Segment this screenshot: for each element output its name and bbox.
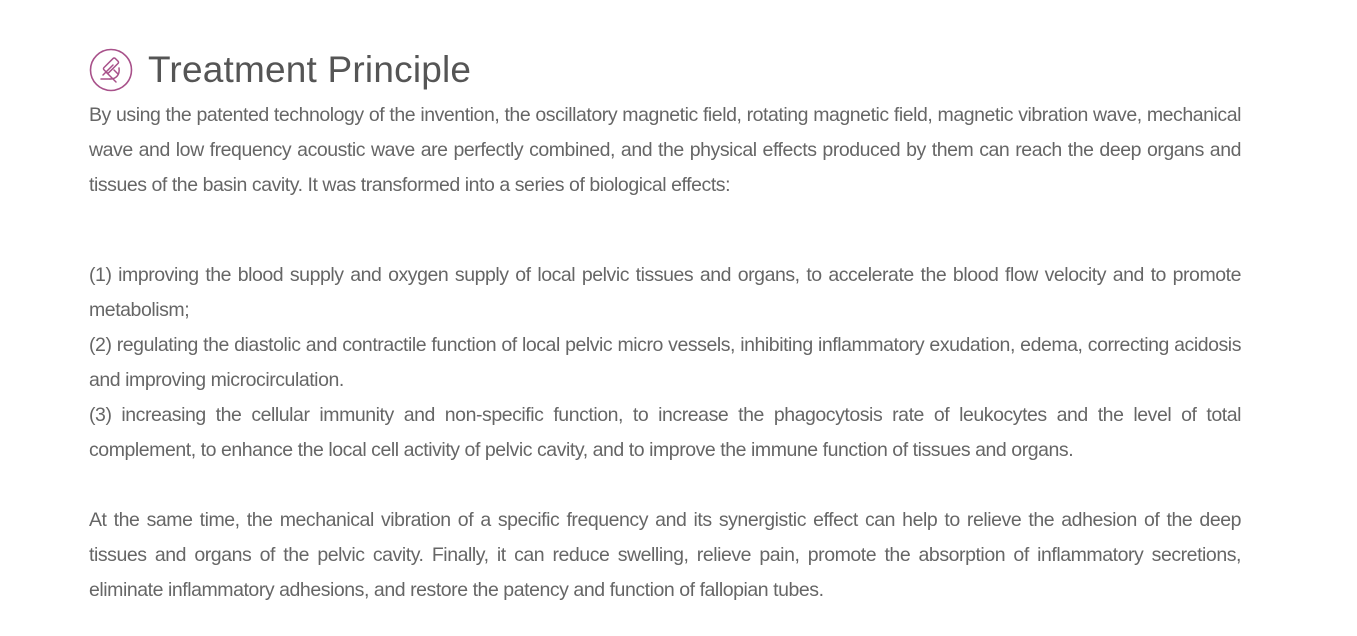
intro-paragraph: By using the patented technology of the invention, the oscillatory magnetic field, rotating magnetic field, magnetic vibration wave, mechanical wave and low frequency acoustic wave are perfectly combined, and the physical effects produced by them can reach the deep organs and tissues of the basin cavity. It was transformed into a series of biological effects: [89,104,1241,196]
effect-item-3: (3) increasing the cellular immunity and non-specific function, to increase the phagocytosis rate of leukocytes and the level of total complement, to enhance the local cell activity of pelvic cavity, and to improve the immune function of tissues and organs. [89,404,1241,461]
section-heading [89,46,1241,94]
paragraph-spacer [89,468,1241,503]
effect-item-2: (2) regulating the diastolic and contractile function of local pelvic micro vessels, inhibiting inflammatory exudation, edema, correcting acidosis and improving microcirculation. [89,334,1241,391]
page-title: Treatment Principle [148,49,472,90]
conclusion-paragraph: At the same time, the mechanical vibration of a specific frequency and its synergistic effect can help to relieve the adhesion of the deep tissues and organs of the pelvic cavity. Finally, it can reduce swelling, relieve pain, promote the absorption of inflammatory secretions, eliminate inflammatory adhesions, and restore the patency and function of fallopian tubes. [89,509,1241,601]
paragraph-spacer [89,203,1241,258]
effect-item-1: (1) improving the blood supply and oxygen supply of local pelvic tissues and organs, to accelerate the blood flow velocity and to promote metabolism; [89,264,1241,321]
treatment-principle-section [89,46,1241,608]
microscope-icon [89,48,133,92]
